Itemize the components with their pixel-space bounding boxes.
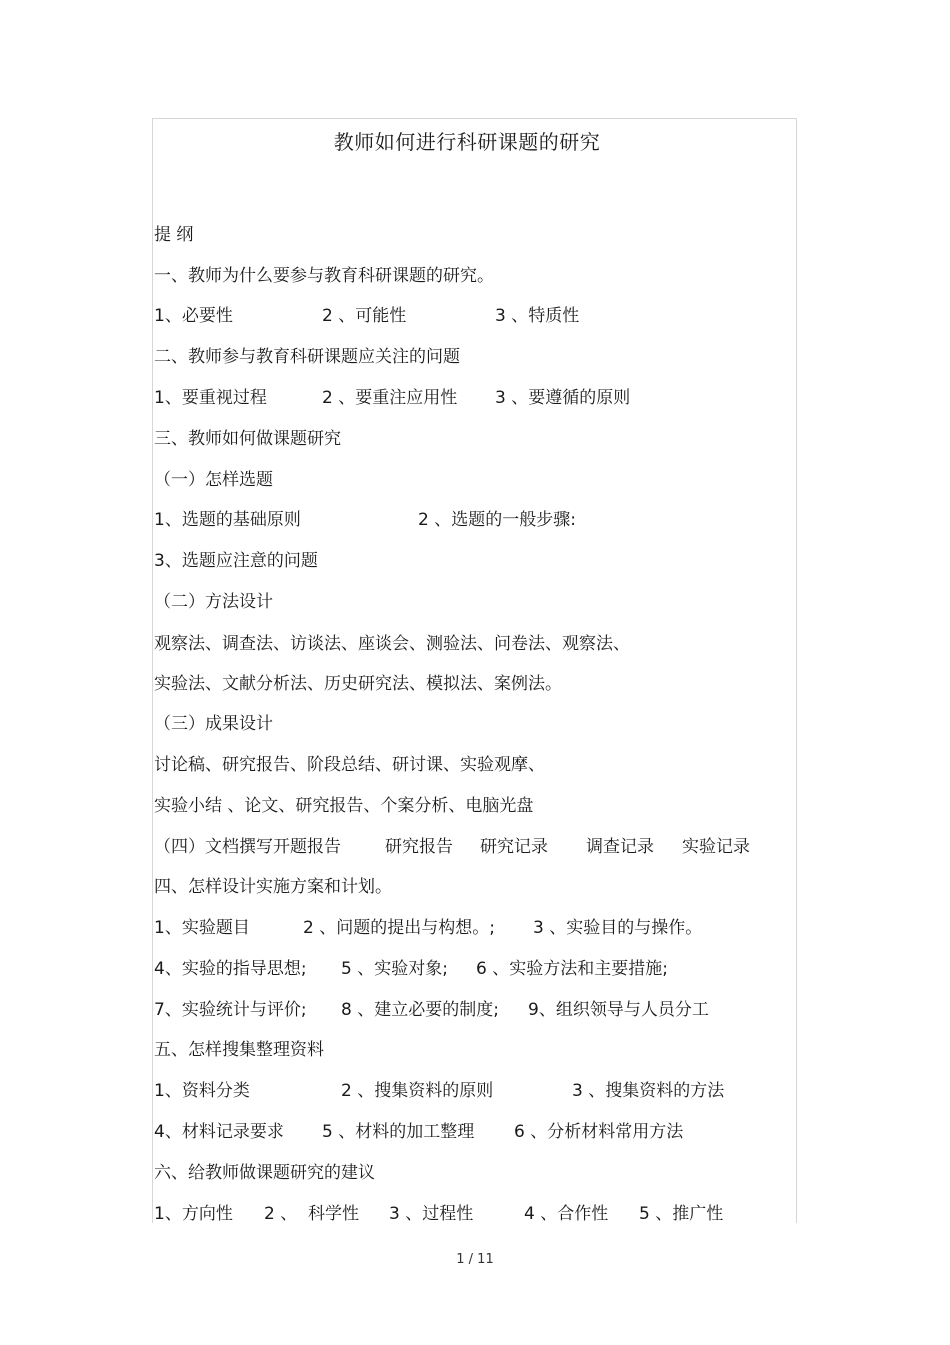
list-item: 1、要重视过程 bbox=[154, 388, 267, 408]
page-number: 1 / 11 bbox=[456, 1252, 494, 1267]
section3-sub4-row bbox=[154, 834, 774, 860]
list-item: 研究报告 bbox=[385, 837, 453, 857]
section3-sub2-heading: （二）方法设计 bbox=[154, 592, 273, 612]
list-item: 3 、搜集资料的方法 bbox=[572, 1081, 725, 1101]
list-item: 3 、特质性 bbox=[495, 306, 580, 326]
list-item: 6 、实验方法和主要措施; bbox=[476, 959, 668, 979]
list-item: 3 、要遵循的原则 bbox=[495, 388, 631, 408]
section4-row3 bbox=[154, 997, 774, 1023]
section3-sub1-heading: （一）怎样选题 bbox=[154, 470, 273, 490]
list-item: 2 、问题的提出与构想。; bbox=[303, 918, 495, 938]
list-item: 4 、合作性 bbox=[524, 1204, 609, 1224]
list-item: 7、实验统计与评价; bbox=[154, 1000, 307, 1020]
section4-heading: 四、怎样设计实施方案和计划。 bbox=[154, 877, 392, 897]
section1-heading: 一、教师为什么要参与教育科研课题的研究。 bbox=[154, 266, 494, 286]
section3-sub2-line2: 实验法、文献分析法、历史研究法、模拟法、案例法。 bbox=[154, 674, 562, 694]
list-item: 3 、过程性 bbox=[389, 1204, 474, 1224]
list-item: 5 、材料的加工整理 bbox=[322, 1122, 475, 1142]
list-item: 2 、 bbox=[264, 1204, 298, 1224]
section5-row1 bbox=[154, 1078, 774, 1104]
section3-heading: 三、教师如何做课题研究 bbox=[154, 429, 341, 449]
list-item: 4、材料记录要求 bbox=[154, 1122, 284, 1142]
list-item: 2 、选题的一般步骤: bbox=[418, 510, 576, 530]
section3-sub2-line1: 观察法、调查法、访谈法、座谈会、测验法、问卷法、观察法、 bbox=[154, 634, 630, 654]
list-item: 6 、分析材料常用方法 bbox=[514, 1122, 684, 1142]
list-item: 2 、要重注应用性 bbox=[322, 388, 458, 408]
section4-row2 bbox=[154, 956, 774, 982]
section3-sub1-row2: 3、选题应注意的问题 bbox=[154, 551, 318, 571]
list-item: 5 、推广性 bbox=[639, 1204, 724, 1224]
section5-heading: 五、怎样搜集整理资料 bbox=[154, 1040, 324, 1060]
list-item: 实验记录 bbox=[682, 837, 750, 857]
list-item: 1、实验题目 bbox=[154, 918, 250, 938]
section3-sub3-heading: （三）成果设计 bbox=[154, 714, 273, 734]
list-item: 8 、建立必要的制度; bbox=[341, 1000, 499, 1020]
list-item: 4、实验的指导思想; bbox=[154, 959, 307, 979]
list-item: 3 、实验目的与操作。 bbox=[533, 918, 703, 938]
section3-sub3-line1: 讨论稿、研究报告、阶段总结、研讨课、实验观摩、 bbox=[154, 755, 545, 775]
section3-sub1-row1 bbox=[154, 507, 754, 533]
section2-heading: 二、教师参与教育科研课题应关注的问题 bbox=[154, 347, 460, 367]
section6-heading: 六、给教师做课题研究的建议 bbox=[154, 1163, 375, 1183]
section4-row1 bbox=[154, 915, 774, 941]
section2-items bbox=[154, 385, 754, 411]
list-item: 研究记录 bbox=[480, 837, 548, 857]
list-item: 1、选题的基础原则 bbox=[154, 510, 301, 530]
section5-row2 bbox=[154, 1119, 774, 1145]
list-item: 调查记录 bbox=[586, 837, 654, 857]
section6-items bbox=[154, 1201, 774, 1227]
list-item: 2 、搜集资料的原则 bbox=[341, 1081, 494, 1101]
document-title: 教师如何进行科研课题的研究 bbox=[333, 130, 601, 154]
section3-sub3-line2: 实验小结 、论文、研究报告、个案分析、电脑光盘 bbox=[154, 796, 534, 816]
list-item: 2 、可能性 bbox=[322, 306, 407, 326]
list-item: 科学性 bbox=[308, 1204, 359, 1224]
list-item: 1、必要性 bbox=[154, 306, 233, 326]
section1-items bbox=[154, 303, 754, 329]
section3-sub4-heading: （四）文档撰写开题报告 bbox=[154, 837, 341, 857]
list-item: 1、资料分类 bbox=[154, 1081, 250, 1101]
list-item: 9、组织领导与人员分工 bbox=[528, 1000, 709, 1020]
outline-label: 提 纲 bbox=[154, 225, 194, 245]
list-item: 5 、实验对象; bbox=[341, 959, 448, 979]
list-item: 1、方向性 bbox=[154, 1204, 233, 1224]
